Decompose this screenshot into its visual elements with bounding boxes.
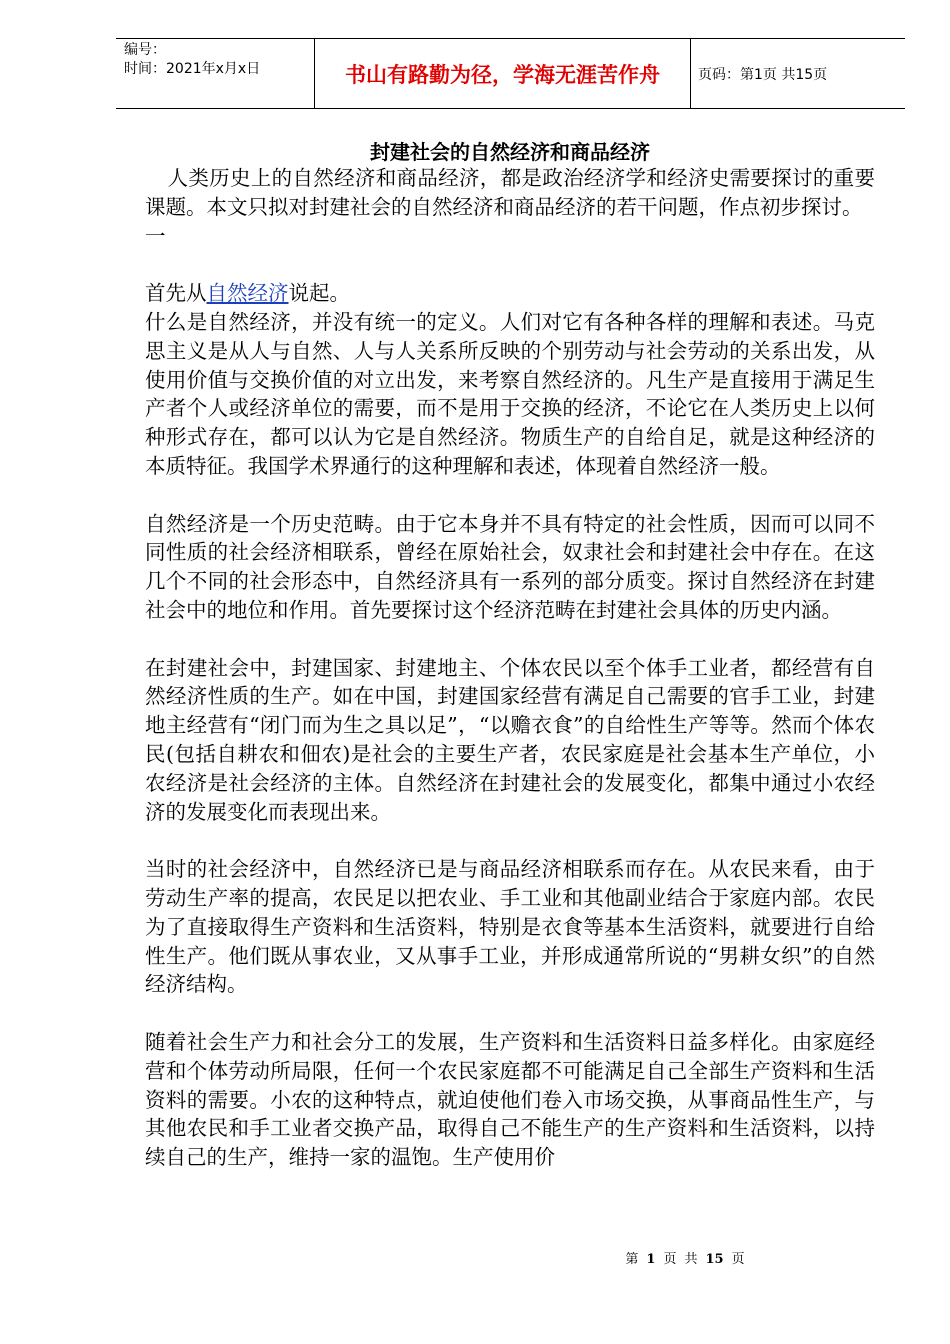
spacer bbox=[145, 481, 875, 510]
time-label: 时间：2021年x月x日 bbox=[124, 61, 261, 77]
page-header bbox=[116, 38, 905, 109]
paragraph-definition: 什么是自然经济，并没有统一的定义。人们对它有各种各样的理解和表述。马克思主义是从人与自然、人与人关系所反映的个别劳动与社会劳动的关系出发，从使用价值与交换价值的对立出发，来考察自然经济的。凡生产是直接用于满足生产者个人或经济单位的需要，而不是用于交换的经济，不论它在人类历史上以何种形式存在，都可以认为它是自然经济。物质生产的自给自足，就是这种经济的本质特征。我国学术界通行的这种理解和表述，体现着自然经济一般。 bbox=[145, 309, 875, 478]
p2-prefix: 首先从 bbox=[145, 281, 207, 306]
section-heading-one: 一 bbox=[145, 223, 166, 248]
header-meta bbox=[116, 39, 314, 108]
footer-total-pages: 15 bbox=[705, 1252, 724, 1267]
number-label: 编号： bbox=[124, 42, 166, 58]
paragraph-feudal-society: 在封建社会中，封建国家、封建地主、个体农民以至个体手工业者，都经营有自然经济性质的生产。如在中国，封建国家经营有满足自己需要的官手工业，封建地主经营有“闭门而为生之具以足”，“以赡衣食”的自给性生产等等。然而个体农民(包括自耕农和佃农)是社会的主要生产者，农民家庭是社会基本生产单位，小农经济是社会经济的主体。自然经济在封建社会的发展变化，都集中通过小农经济的发展变化而表现出来。 bbox=[145, 655, 875, 824]
footer-gong: 共 bbox=[684, 1252, 698, 1267]
p2-suffix: 说起。 bbox=[288, 281, 350, 306]
spacer bbox=[145, 826, 875, 855]
paragraph-intro: 人类历史上的自然经济和商品经济，都是政治经济学和经济史需要探讨的重要课题。本文只拟对封建社会的自然经济和商品经济的若干问题，作点初步探讨。 bbox=[145, 166, 875, 219]
document-title: 封建社会的自然经济和商品经济 bbox=[370, 140, 650, 164]
document-body bbox=[145, 164, 875, 1172]
footer-ye: 页 bbox=[663, 1252, 677, 1267]
natural-economy-link[interactable]: 自然经济 bbox=[206, 281, 289, 306]
footer-ye2: 页 bbox=[731, 1252, 745, 1267]
paragraph-start bbox=[145, 279, 875, 308]
footer-page-number: 1 bbox=[646, 1252, 656, 1267]
paragraph-social-economy: 当时的社会经济中，自然经济已是与商品经济相联系而存在。从农民来看，由于劳动生产率的提高，农民足以把农业、手工业和其他副业结合于家庭内部。农民为了直接取得生产资料和生活资料，特别是衣食等基本生活资料，就要进行自给性生产。他们既从事农业，又从事手工业，并形成通常所说的“男耕女织”的自然经济结构。 bbox=[145, 857, 875, 997]
paragraph-division-of-labor: 随着社会生产力和社会分工的发展，生产资料和生活资料日益多样化。由家庭经营和个体劳动所局限，任何一个农民家庭都不可能满足自己全部生产资料和生活资料的需要。小农的这种特点，就迫使他们卷入市场交换，从事商品性生产，与其他农民和手工业者交换产品，取得自己不能生产的生产资料和生活资料，以持续自己的生产，维持一家的温饱。生产使用价 bbox=[145, 1029, 875, 1170]
spacer bbox=[145, 999, 875, 1028]
footer-di: 第 bbox=[625, 1252, 639, 1267]
spacer bbox=[145, 250, 875, 279]
paragraph-historical-category: 自然经济是一个历史范畴。由于它本身并不具有特定的社会性质，因而可以同不同性质的社会经济相联系，曾经在原始社会，奴隶社会和封建社会中存在。在这几个不同的社会形态中，自然经济具有一系列的部分质变。探讨自然经济在封建社会中的地位和作用。首先要探讨这个经济范畴在封建社会具体的历史内涵。 bbox=[145, 511, 875, 622]
page-footer bbox=[0, 1248, 950, 1267]
header-page-info: 页码：第1页 共15页 bbox=[698, 66, 828, 83]
spacer bbox=[145, 625, 875, 654]
header-motto: 书山有路勤为径，学海无涯苦作舟 bbox=[314, 39, 691, 108]
